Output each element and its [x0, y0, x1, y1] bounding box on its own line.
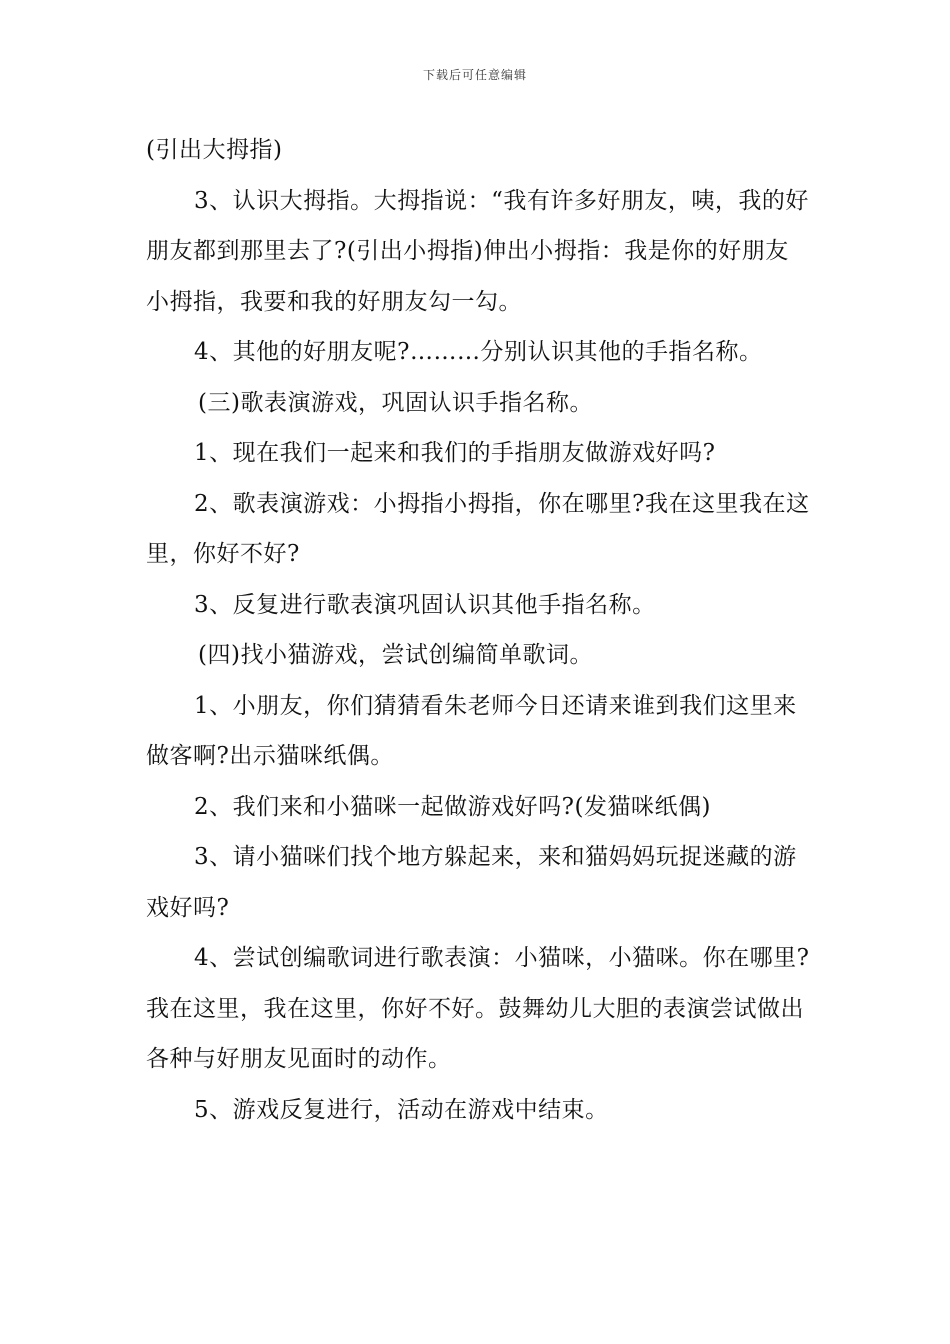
paragraph-step-1-play: 1、现在我们一起来和我们的手指朋友做游戏好吗? — [194, 440, 716, 466]
section-heading-3: (三)歌表演游戏，巩固认识手指名称。 — [198, 389, 593, 416]
document-body — [146, 125, 810, 1135]
section-heading-4: (四)找小猫游戏，尝试创编简单歌词。 — [198, 642, 593, 668]
paragraph-step-4-lyrics: 4、尝试创编歌词进行歌表演：小猫咪，小猫咪。你在哪里?我在这里，我在这里，你好不好。鼓舞幼儿大胆的表演尝试做出各种与好朋友见面时的动作。 — [146, 945, 810, 1072]
paragraph-step-3-hide: 3、请小猫咪们找个地方躲起来，来和猫妈妈玩捉迷藏的游戏好吗? — [146, 844, 797, 921]
paragraph-step-2-cat-game: 2、我们来和小猫咪一起做游戏好吗?(发猫咪纸偶) — [194, 793, 711, 820]
paragraph-step-5-end: 5、游戏反复进行，活动在游戏中结束。 — [194, 1096, 609, 1123]
paragraph-step-3-repeat: 3、反复进行歌表演巩固认识其他手指名称。 — [194, 591, 656, 618]
paragraph-step-1-guest: 1、小朋友，你们猜猜看朱老师今日还请来谁到我们这里来做客啊?出示猫咪纸偶。 — [146, 692, 797, 769]
paragraph-step-2-song: 2、歌表演游戏：小拇指小拇指，你在哪里?我在这里我在这里，你好不好? — [146, 490, 810, 567]
paragraph-intro-thumb: (引出大拇指) — [146, 137, 283, 163]
page-header: 下载后可任意编辑 — [422, 68, 527, 82]
paragraph-step-3-thumb: 3、认识大拇指。大拇指说：“我有许多好朋友，咦，我的好朋友都到那里去了?(引出小拇指)伸出小拇指：我是你的好朋友小拇指，我要和我的好朋友勾一勾。 — [146, 187, 809, 315]
paragraph-step-4-other-fingers: 4、其他的好朋友呢?………分别认识其他的手指名称。 — [194, 339, 763, 365]
